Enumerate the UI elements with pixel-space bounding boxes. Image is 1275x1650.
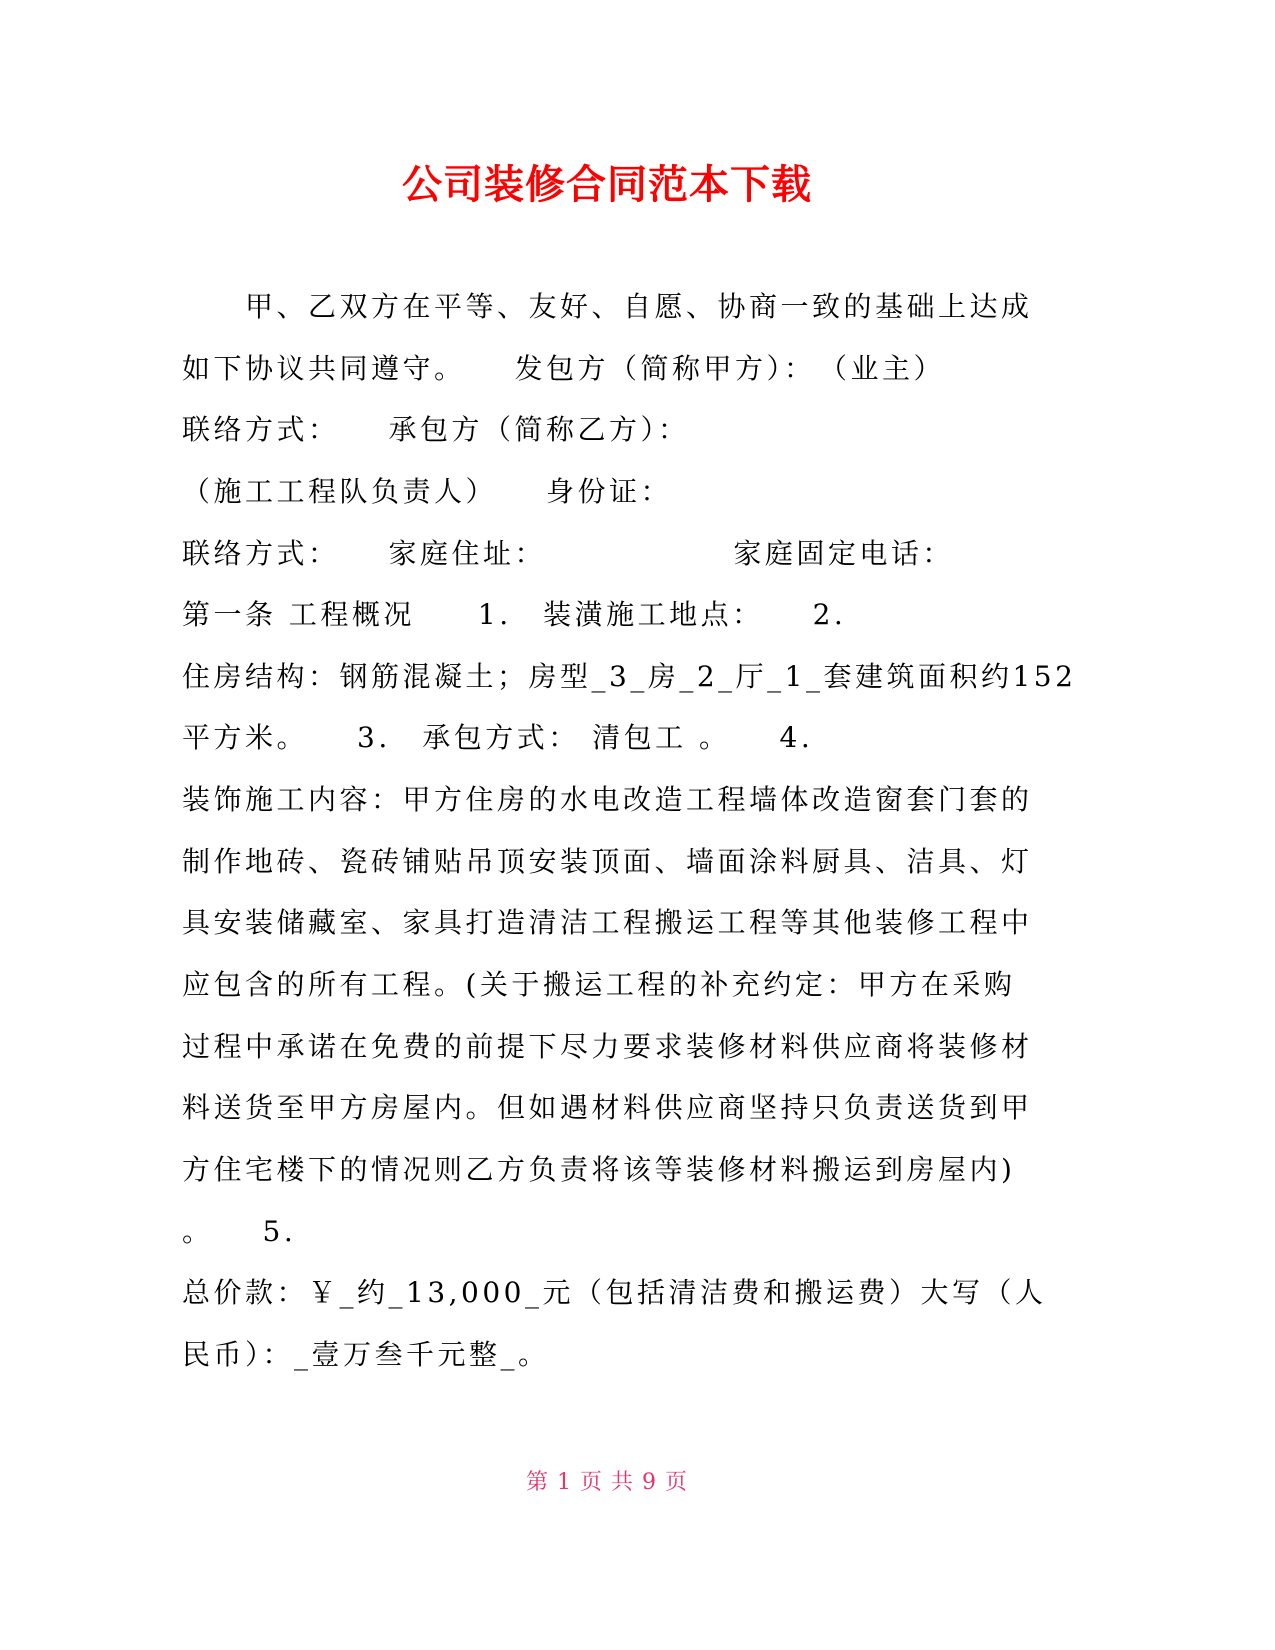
body-line-6: 第一条 工程概况 1. 装潢施工地点： 2.: [182, 598, 847, 632]
body-line-11: 具安装储藏室、家具打造清洁工程搬运工程等其他装修工程中: [182, 906, 1033, 940]
body-line-5: 联络方式： 家庭住址： 家庭固定电话：: [182, 536, 954, 570]
document-title: 公司装修合同范本下载: [402, 163, 812, 207]
body-line-7: 住房结构：钢筋混凝土；房型_3_房_2_厅_1_套建筑面积约152: [182, 659, 1077, 693]
body-line-13: 过程中承诺在免费的前提下尽力要求装修材料供应商将装修材: [182, 1029, 1033, 1063]
document-body: [182, 276, 1077, 1386]
body-line-9: 装饰施工内容：甲方住房的水电改造工程墙体改造窗套门套的: [182, 783, 1033, 817]
body-line-3: 联络方式： 承包方（简称乙方）：: [182, 413, 690, 447]
body-line-2: 如下协议共同遵守。 发包方（简称甲方）： （业主）: [182, 351, 946, 385]
body-line-4: （施工工程队负责人） 身份证：: [182, 474, 673, 508]
body-line-15: 方住宅楼下的情况则乙方负责将该等装修材料搬运到房屋内): [182, 1152, 1016, 1186]
body-line-12: 应包含的所有工程。(关于搬运工程的补充约定：甲方在采购: [182, 968, 1016, 1002]
page-number-footer: 第 1 页 共 9 页: [526, 1470, 688, 1495]
body-line-14: 料送货至甲方房屋内。但如遇材料供应商坚持只负责送货到甲: [182, 1091, 1033, 1125]
body-line-18: 民币）：_壹万叁千元整_。: [182, 1337, 550, 1371]
body-line-17: 总价款：￥_约_13,000_元（包括清洁费和搬运费）大写（人: [182, 1276, 1047, 1310]
body-line-16: 。 5.: [182, 1214, 297, 1248]
body-line-10: 制作地砖、瓷砖铺贴吊顶安装顶面、墙面涂料厨具、洁具、灯: [182, 844, 1033, 878]
body-line-1: 甲、乙双方在平等、友好、自愿、协商一致的基础上达成: [245, 290, 1033, 323]
body-line-8: 平方米。 3. 承包方式： 清包工 。 4.: [182, 721, 814, 755]
